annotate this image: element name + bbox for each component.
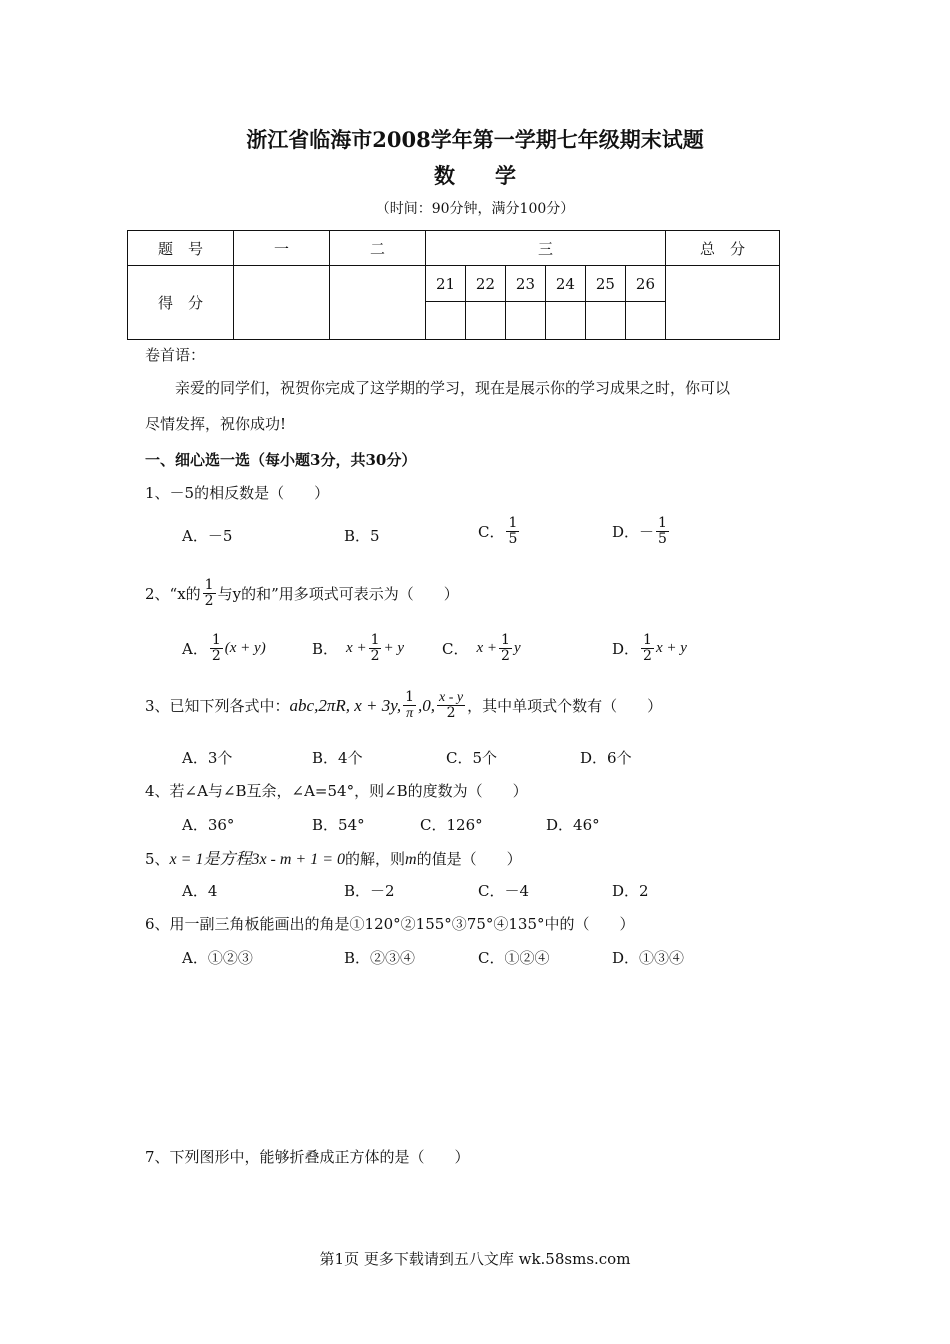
score-cell-24[interactable] — [545, 302, 585, 340]
fraction: $\frac{1}{2}$ — [501, 632, 510, 664]
col-total: 总 分 — [666, 231, 780, 266]
preface-line-2: 尽情发挥，祝你成功! — [145, 415, 287, 433]
q6-stem: 6、用一副三角板能画出的角是①120°②155°③75°④135°中的（ ） — [145, 915, 635, 933]
q4-option-c[interactable]: C．126° — [420, 816, 483, 834]
subject-title: 数学 — [434, 163, 556, 188]
q6-option-a[interactable]: A．①②③ — [182, 949, 253, 967]
score-cell-26[interactable] — [625, 302, 665, 340]
score-cell-23[interactable] — [505, 302, 545, 340]
score-cell-22[interactable] — [465, 302, 505, 340]
score-table — [127, 230, 780, 340]
q1-option-c[interactable] — [478, 516, 521, 547]
q5-option-b[interactable]: B．－2 — [344, 882, 395, 900]
fraction: $\frac{1}{2}$ — [204, 577, 214, 609]
page-footer: 第1页 更多下载请到五八文库 wk.58sms.com — [319, 1250, 631, 1268]
q1-option-a[interactable]: A．－5 — [182, 527, 233, 545]
sub-number: 22 — [465, 266, 505, 302]
q2-option-a[interactable]: A． $\frac{1}{2}$ (x + y) — [182, 632, 266, 664]
fraction: $\frac{1}{5}$ — [658, 515, 667, 547]
preface-heading: 卷首语： — [145, 346, 206, 364]
option-prefix: C． — [478, 523, 505, 541]
sub-number: 24 — [545, 266, 585, 302]
q1-stem: 1、－5的相反数是（ ） — [145, 484, 330, 502]
q6-option-c[interactable]: C．①②④ — [478, 949, 550, 967]
q3-option-d[interactable]: D．6个 — [580, 749, 632, 767]
fraction: $\frac{1}{\pi}$ — [405, 689, 415, 721]
q7-stem: 7、下列图形中，能够折叠成正方体的是（ ） — [145, 1148, 470, 1166]
section-1-heading: 一、细心选一选（每小题3分，共30分） — [145, 451, 417, 469]
q5-stem: 5、x = 1是方程3x - m + 1 = 0的解，则m的值是（ ） — [145, 850, 522, 868]
q5-option-c[interactable]: C．－4 — [478, 882, 530, 900]
col-part-1: 一 — [234, 231, 330, 266]
sub-number: 23 — [505, 266, 545, 302]
row-label-score: 得 分 — [128, 266, 234, 340]
q6-option-b[interactable]: B．②③④ — [344, 949, 416, 967]
score-cell-total[interactable] — [666, 266, 780, 340]
q4-stem: 4、若∠A与∠B互余，∠A=54°，则∠B的度数为（ ） — [145, 782, 528, 800]
q2-option-d[interactable]: D． $\frac{1}{2}$ x + y — [612, 632, 687, 664]
time-info: （时间：90分钟，满分100分） — [375, 201, 575, 217]
preface-line-1: 亲爱的同学们，祝贺你完成了这学期的学习，现在是展示你的学习成果之时，你可以 — [175, 379, 731, 397]
q2-option-c[interactable]: C． x + $\frac{1}{2}$ y — [442, 632, 521, 664]
q1-option-b[interactable]: B．5 — [344, 527, 380, 545]
fraction: $\frac{1}{2}$ — [370, 632, 380, 664]
score-cell-part-1[interactable] — [234, 266, 330, 340]
q3-option-a[interactable]: A．3个 — [182, 749, 233, 767]
q2-option-b[interactable]: B． x + $\frac{1}{2}$ + y — [312, 632, 405, 664]
q3-stem: 3、已知下列各式中： abc,2πR, x + 3y, $\frac{1}{\pi}$ ,0, $\frac{x - y}{2}$ ，其中单项式个数有（ ） — [145, 689, 663, 721]
sub-number: 25 — [585, 266, 625, 302]
option-prefix: D．－ — [612, 523, 655, 541]
row-label-question-number: 题 号 — [128, 231, 234, 266]
q5-option-a[interactable]: A．4 — [182, 882, 218, 900]
q1-option-d[interactable] — [612, 516, 671, 547]
col-part-3: 三 — [426, 231, 666, 266]
score-cell-part-2[interactable] — [330, 266, 426, 340]
q3-option-c[interactable]: C．5个 — [446, 749, 498, 767]
sub-number: 26 — [625, 266, 665, 302]
col-part-2: 二 — [330, 231, 426, 266]
fraction: $\frac{1}{2}$ — [643, 632, 652, 664]
q5-option-d[interactable]: D．2 — [612, 882, 649, 900]
fraction: $\frac{x - y}{2}$ — [439, 690, 464, 721]
exam-title: 浙江省临海市2008学年第一学期七年级期末试题 — [246, 127, 704, 152]
q2-stem: 2、“x的 $\frac{1}{2}$ 与y的和”用多项式可表示为（ ） — [145, 577, 459, 609]
q4-option-a[interactable]: A．36° — [182, 816, 235, 834]
q4-option-d[interactable]: D．46° — [546, 816, 600, 834]
sub-number: 21 — [426, 266, 466, 302]
fraction: $\frac{1}{2}$ — [211, 632, 221, 664]
score-cell-25[interactable] — [585, 302, 625, 340]
score-cell-21[interactable] — [426, 302, 466, 340]
q4-option-b[interactable]: B．54° — [312, 816, 365, 834]
fraction: $\frac{1}{5}$ — [508, 515, 518, 547]
q3-option-b[interactable]: B．4个 — [312, 749, 363, 767]
q6-option-d[interactable]: D．①③④ — [612, 949, 685, 967]
